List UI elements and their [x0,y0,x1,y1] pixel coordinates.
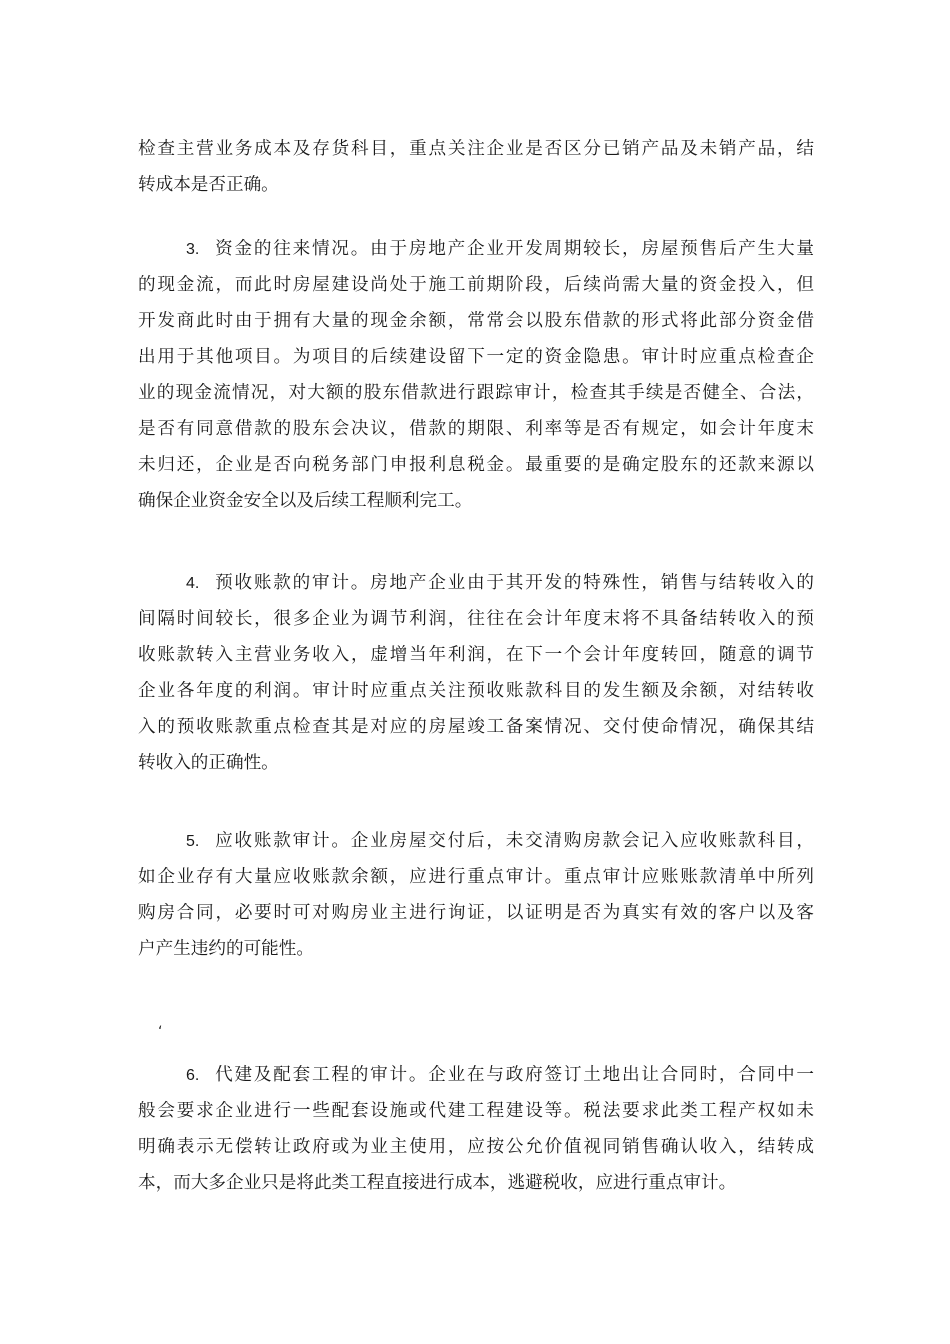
paragraph-first-line [138,1057,814,1093]
paragraph-continuation [138,131,814,203]
paragraph-line: 收账款转入主营业务收入，虚增当年利润，在下一个会计年度转回，随意的调节 [138,645,814,665]
paragraph-line: 转收入的正确性。 [138,753,279,773]
paragraph-5 [138,823,814,967]
paragraph-line: 是否有同意借款的股东会决议，借款的期限、利率等是否有规定，如会计年度末 [138,419,814,439]
paragraph-first-line [138,565,814,601]
paragraph-line: 应收账款审计。企业房屋交付后，未交清购房款会记入应收账款科目， [213,831,814,851]
paragraph-line: 户产生违约的可能性。 [138,939,314,959]
paragraph-line: 资金的往来情况。由于房地产企业开发周期较长，房屋预售后产生大量 [213,239,814,259]
paragraph-line: 入的预收账款重点检查其是对应的房屋竣工备案情况、交付使命情况，确保其结 [138,717,814,737]
paragraph-line: 本，而大多企业只是将此类工程直接进行成本，逃避税收，应进行重点审计。 [138,1173,737,1193]
paragraph-first-line [138,823,814,859]
paragraph-first-line [138,231,814,267]
paragraph-number: 5. [186,833,200,850]
paragraph-line: 明确表示无偿转让政府或为业主使用，应按公允价值视同销售确认收入，结转成 [138,1137,814,1157]
paragraph-line: 企业各年度的利润。审计时应重点关注预收账款科目的发生额及余额，对结转收 [138,681,814,701]
stray-mark: ‘ [158,1024,163,1040]
paragraph-number: 6. [186,1067,200,1084]
paragraph-line: 确保企业资金安全以及后续工程顺利完工。 [138,491,473,511]
paragraph-line: 业的现金流情况，对大额的股东借款进行跟踪审计，检查其手续是否健全、合法， [138,383,814,403]
paragraph-3 [138,231,814,519]
paragraph-line: 出用于其他项目。为项目的后续建设留下一定的资金隐患。审计时应重点检查企 [138,347,814,367]
paragraph-line: 预收账款的审计。房地产企业由于其开发的特殊性，销售与结转收入的 [213,573,814,593]
paragraph-line: 购房合同，必要时可对购房业主进行询证，以证明是否为真实有效的客户以及客 [138,903,814,923]
paragraph-line: 间隔时间较长，很多企业为调节利润，往往在会计年度末将不具备结转收入的预 [138,609,814,629]
paragraph-number: 3. [186,241,200,258]
paragraph-line: 般会要求企业进行一些配套设施或代建工程建设等。税法要求此类工程产权如未 [138,1101,814,1121]
paragraph-line: 检查主营业务成本及存货科目，重点关注企业是否区分已销产品及未销产品，结 [138,139,814,159]
paragraph-4 [138,565,814,781]
paragraph-line: 如企业存有大量应收账款余额，应进行重点审计。重点审计应账账款清单中所列 [138,867,814,887]
paragraph-line: 转成本是否正确。 [138,175,279,195]
paragraph-6 [138,1057,814,1201]
paragraph-line: 开发商此时由于拥有大量的现金余额，常常会以股东借款的形式将此部分资金借 [138,311,814,331]
paragraph-line: 未归还，企业是否向税务部门申报利息税金。最重要的是确定股东的还款来源以 [138,455,814,475]
paragraph-line: 的现金流，而此时房屋建设尚处于施工前期阶段，后续尚需大量的资金投入，但 [138,275,814,295]
paragraph-number: 4. [186,575,200,592]
paragraph-line: 代建及配套工程的审计。企业在与政府签订土地出让合同时，合同中一 [213,1065,814,1085]
